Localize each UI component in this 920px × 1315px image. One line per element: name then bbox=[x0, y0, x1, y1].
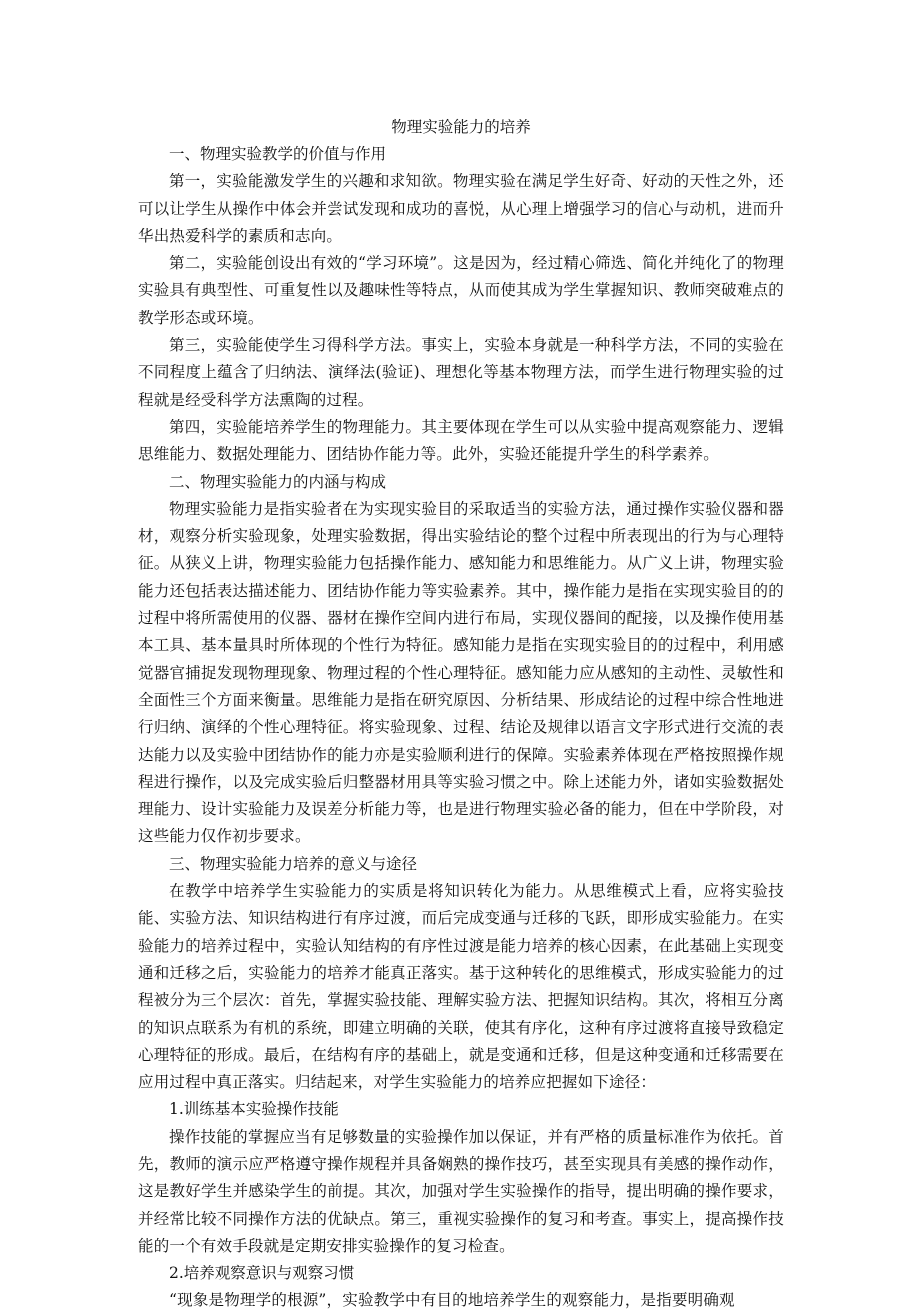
paragraph: 第一，实验能激发学生的兴趣和求知欲。物理实验在满足学生好奇、好动的天性之外，还可以让学生从操作中体会并尝试发现和成功的喜悦，从心理上增强学习的信心与动机，进而升华出热爱科学的素质和志向。 bbox=[138, 172, 784, 245]
subsection-heading: 1.训练基本实验操作技能 bbox=[169, 1100, 339, 1119]
section-heading: 二、物理实验能力的内涵与构成 bbox=[169, 472, 387, 491]
paragraph: 操作技能的掌握应当有足够数量的实验操作加以保证，并有严格的质量标准作为依托。首先，教师的演示应严格遵守操作规程并具备娴熟的操作技巧，甚至实现具有美感的操作动作，这是教好学生并感染学生的前提。其次，加强对学生实验操作的指导，提出明确的操作要求，并经常比较不同操作方法的优缺点。第三，重视实验操作的复习和考查。事实上，提高操作技能的一个有效手段就是定期安排实验操作的复习检查。 bbox=[138, 1127, 784, 1255]
paragraph: “现象是物理学的根源”，实验教学中有目的地培养学生的观察能力，是指要明确观 bbox=[169, 1291, 735, 1310]
document-body bbox=[138, 141, 784, 1315]
paragraph: 在教学中培养学生实验能力的实质是将知识转化为能力。从思维模式上看，应将实验技能、实验方法、知识结构进行有序过渡，而后完成变通与迁移的飞跃，即形成实验能力。在实验能力的培养过程中，实验认知结构的有序性过渡是能力培养的核心因素，在此基础上实现变通和迁移之后，实验能力的培养才能真正落实。基于这种转化的思维模式，形成实验能力的过程被分为三个层次：首先，掌握实验技能、理解实验方法、把握知识结构。其次，将相互分离的知识点联系为有机的系统，即建立明确的关联，使其有序化，这种有序过渡将直接导致稳定心理特征的形成。最后，在结构有序的基础上，就是变通和迁移，但是这种变通和迁移需要在应用过程中真正落实。归结起来，对学生实验能力的培养应把握如下途径： bbox=[138, 882, 784, 1092]
paragraph: 物理实验能力是指实验者在为实现实验目的采取适当的实验方法，通过操作实验仪器和器材，观察分析实验现象，处理实验数据，得出实验结论的整个过程中所表现出的行为与心理特征。从狭义上讲，物理实验能力包括操作能力、感知能力和思维能力。从广义上讲，物理实验能力还包括表达描述能力、团结协作能力等实验素养。其中，操作能力是指在实现实验目的的过程中将所需使用的仪器、器材在操作空间内进行布局，实现仪器间的配接，以及操作使用基本工具、基本量具时所体现的个性行为特征。感知能力是指在实现实验目的的过程中，利用感觉器官捕捉发现物理现象、物理过程的个性心理特征。感知能力应从感知的主动性、灵敏性和全面性三个方面来衡量。思维能力是指在研究原因、分析结果、形成结论的过程中综合性地进行归纳、演绎的个性心理特征。将实验现象、过程、结论及规律以语言文字形式进行交流的表达能力以及实验中团结协作的能力亦是实验顺利进行的保障。实验素养体现在严格按照操作规程进行操作，以及完成实验后归整器材用具等实验习惯之中。除上述能力外，诸如实验数据处理能力、设计实验能力及误差分析能力等，也是进行物理实验必备的能力，但在中学阶段，对这些能力仅作初步要求。 bbox=[138, 499, 784, 846]
paragraph: 第四，实验能培养学生的物理能力。其主要体现在学生可以从实验中提高观察能力、逻辑思维能力、数据处理能力、团结协作能力等。此外，实验还能提升学生的科学素养。 bbox=[138, 417, 784, 464]
section-heading: 三、物理实验能力培养的意义与途径 bbox=[169, 854, 418, 873]
document-title: 物理实验能力的培养 bbox=[391, 118, 531, 136]
subsection-heading: 2.培养观察意识与观察习惯 bbox=[169, 1264, 355, 1283]
paragraph: 第三，实验能使学生习得科学方法。事实上，实验本身就是一种科学方法，不同的实验在不同程度上蕴含了归纳法、演绎法(验证)、理想化等基本物理方法，而学生进行物理实验的过程就是经受科学方法熏陶的过程。 bbox=[138, 336, 784, 409]
paragraph: 第二，实验能创设出有效的“学习环境”。这是因为，经过精心筛选、简化并纯化了的物理实验具有典型性、可重复性以及趣味性等特点，从而使其成为学生掌握知识、教师突破难点的教学形态或环境。 bbox=[138, 254, 784, 327]
section-heading: 一、物理实验教学的价值与作用 bbox=[169, 145, 387, 163]
